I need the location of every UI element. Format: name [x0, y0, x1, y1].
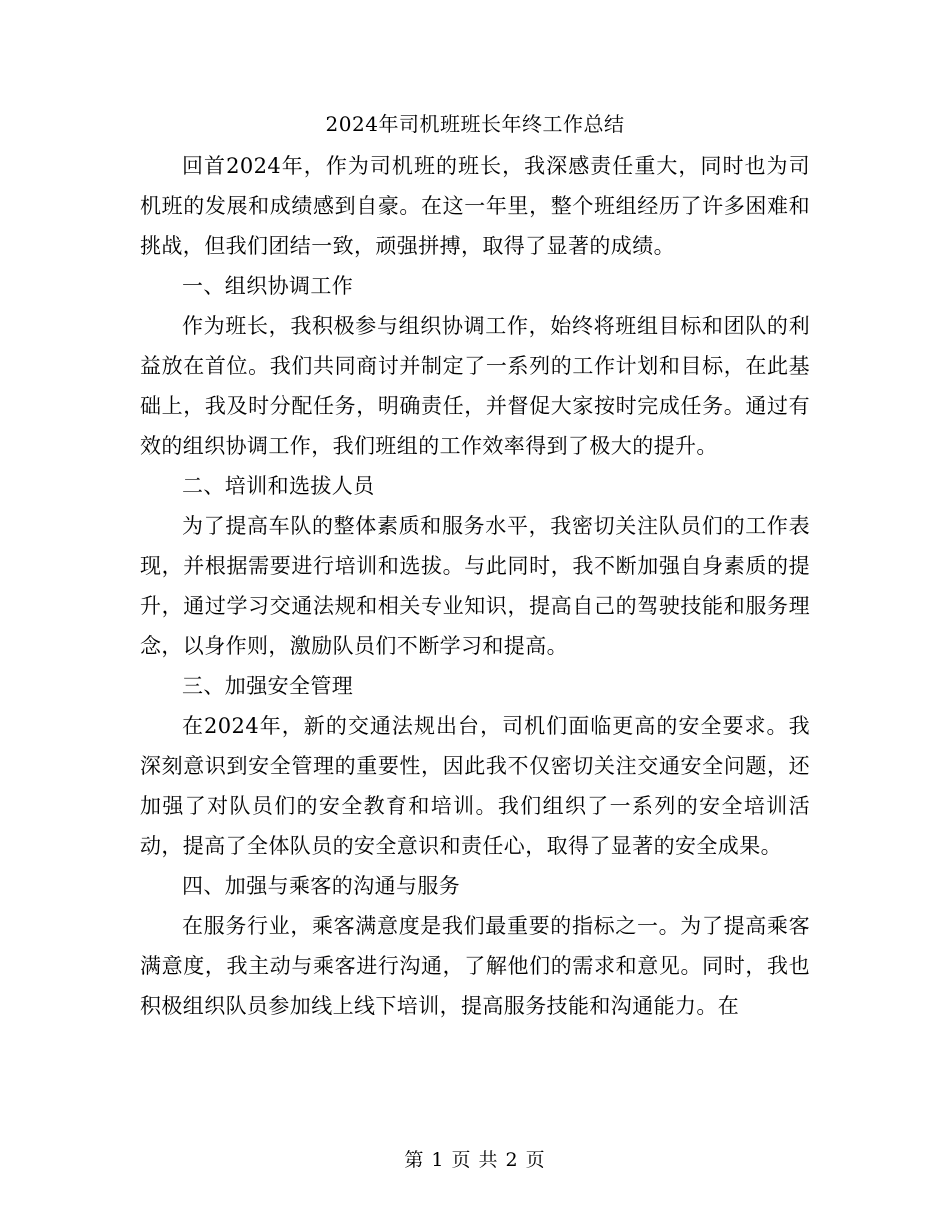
section-paragraph-1: 作为班长，我积极参与组织协调工作，始终将班组目标和团队的利益放在首位。我们共同商讨并制定了一系列的工作计划和目标，在此基础上，我及时分配任务，明确责任，并督促大家按时完成任务。通过有效的组织协调工作，我们班组的工作效率得到了极大的提升。: [140, 314, 810, 458]
intro-paragraph: 回首2024年，作为司机班的班长，我深感责任重大，同时也为司机班的发展和成绩感到自豪。在这一年里，整个班组经历了许多困难和挑战，但我们团结一致，顽强拼搏，取得了显著的成绩。: [140, 154, 810, 258]
section-heading-1: 一、组织协调工作: [182, 274, 354, 298]
section-paragraph-3: 在2024年，新的交通法规出台，司机们面临更高的安全要求。我深刻意识到安全管理的重要性，因此我不仅密切关注交通安全问题，还加强了对队员们的安全教育和培训。我们组织了一系列的安全培训活动，提高了全体队员的安全意识和责任心，取得了显著的安全成果。: [140, 714, 810, 858]
section-heading-2: 二、培训和选拔人员: [182, 474, 375, 498]
document-body: [140, 146, 810, 1026]
section-heading-4: 四、加强与乘客的沟通与服务: [182, 874, 461, 898]
document-title: 2024年司机班班长年终工作总结: [325, 112, 625, 136]
section-paragraph-4: 在服务行业，乘客满意度是我们最重要的指标之一。为了提高乘客满意度，我主动与乘客进行沟通，了解他们的需求和意见。同时，我也积极组织队员参加线上线下培训，提高服务技能和沟通能力。在: [140, 914, 810, 1018]
section-paragraph-2: 为了提高车队的整体素质和服务水平，我密切关注队员们的工作表现，并根据需要进行培训和选拔。与此同时，我不断加强自身素质的提升，通过学习交通法规和相关专业知识，提高自己的驾驶技能和服务理念，以身作则，激励队员们不断学习和提高。: [140, 514, 810, 658]
page-number-footer: 第 1 页 共 2 页: [404, 1149, 546, 1171]
section-heading-3: 三、加强安全管理: [182, 674, 354, 698]
